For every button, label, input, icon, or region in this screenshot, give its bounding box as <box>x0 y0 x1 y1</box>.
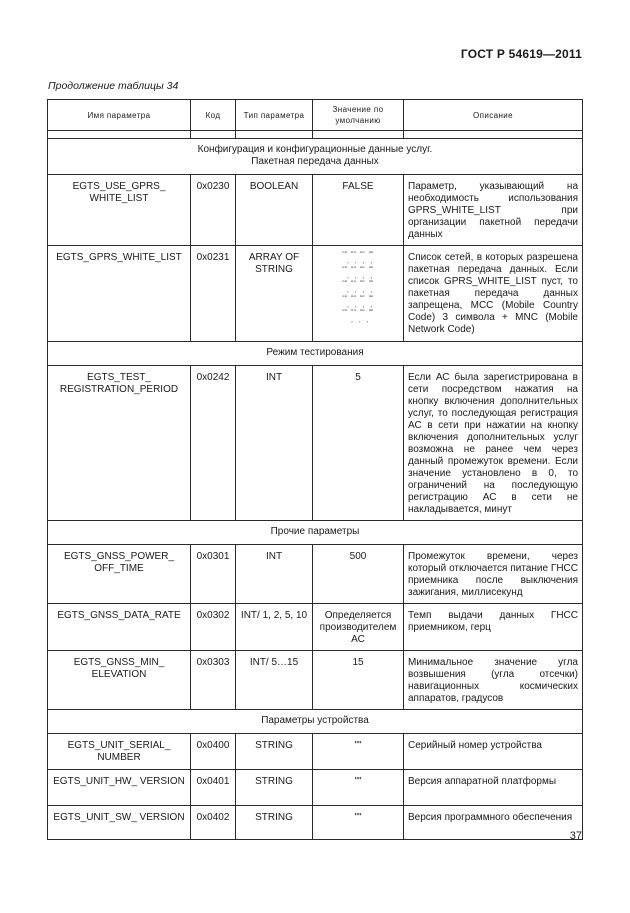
param-default: FALSE <box>313 175 404 246</box>
table-caption: Продолжение таблицы 34 <box>48 80 179 92</box>
param-type: BOOLEAN <box>236 175 313 246</box>
param-name: EGTS_GPRS_WHITE_LIST <box>48 246 191 342</box>
section-row-test <box>48 342 583 366</box>
param-description: Версия программного обеспечения <box>404 806 583 840</box>
param-default: 15 <box>313 651 404 710</box>
param-code: 0x0231 <box>191 246 236 342</box>
param-name: EGTS_GNSS_POWER_ OFF_TIME <box>48 545 191 604</box>
standard-number: ГОСТ Р 54619—2011 <box>460 47 582 61</box>
param-description: Версия аппаратной платформы <box>404 770 583 806</box>
section-row-device <box>48 710 583 734</box>
param-type: INT <box>236 545 313 604</box>
default-line: , , , , <box>343 273 373 280</box>
param-name: EGTS_GNSS_MIN_ ELEVATION <box>48 651 191 710</box>
section-title-line: Пакетная передача данных <box>251 156 379 167</box>
param-code: 0x0401 <box>191 770 236 806</box>
param-description: Промежуток времени, через который отключается питание ГНСС приемника после выключения зажигания, миллисекунд <box>404 545 583 604</box>
param-name: EGTS_USE_GPRS_ WHITE_LIST <box>48 175 191 246</box>
column-header-description: Описание <box>404 100 583 131</box>
table-header-row <box>48 100 583 131</box>
param-description: Параметр, указывающий на необходимость использования GPRS_WHITE_LIST при организации пакетной передачи данных <box>404 175 583 246</box>
section-title-line: Конфигурация и конфигурационные данные услуг. <box>197 144 433 155</box>
table-row <box>48 246 583 342</box>
param-name: EGTS_UNIT_SERIAL_ NUMBER <box>48 734 191 770</box>
table-row <box>48 366 583 521</box>
param-code: 0x0301 <box>191 545 236 604</box>
default-line: , , , , <box>343 288 373 295</box>
param-type: INT <box>236 366 313 521</box>
parameters-table <box>47 99 583 840</box>
param-code: 0x0230 <box>191 175 236 246</box>
default-line: "" "" "" "" <box>342 295 374 302</box>
param-type: STRING <box>236 734 313 770</box>
table-row <box>48 175 583 246</box>
section-row-other <box>48 521 583 545</box>
table-row <box>48 734 583 770</box>
param-name: EGTS_UNIT_HW_ VERSION <box>48 770 191 806</box>
param-default: "" <box>313 734 404 770</box>
table-row <box>48 806 583 840</box>
param-description: Минимальное значение угла возвышения (угла отсечки) навигационных космических аппаратов, градусов <box>404 651 583 710</box>
param-type: ARRAY OF STRING <box>236 246 313 342</box>
param-name: EGTS_TEST_ REGISTRATION_PERIOD <box>48 366 191 521</box>
param-code: 0x0400 <box>191 734 236 770</box>
default-line: , , , , <box>343 303 373 310</box>
section-title: Прочие параметры <box>48 521 583 545</box>
default-line: , , , <box>347 317 369 324</box>
param-default: "" <box>313 770 404 806</box>
section-row-config <box>48 139 583 175</box>
page-number: 37 <box>569 830 582 842</box>
param-code: 0x0302 <box>191 604 236 651</box>
param-description: Темп выдачи данных ГНСС приемником, герц <box>404 604 583 651</box>
param-code: 0x0303 <box>191 651 236 710</box>
param-default: "" <box>313 806 404 840</box>
param-type: INT/ 5…15 <box>236 651 313 710</box>
param-description: Серийный номер устройства <box>404 734 583 770</box>
param-description: Список сетей, в которых разрешена пакетная передача данных. Если список GPRS_WHITE_LIST пуст, то пакетная передача данных запрещена, MCC (Mobile Country Code) 3 символа + MNC (Mobile Network Code) <box>404 246 583 342</box>
section-title <box>48 139 583 175</box>
param-type: STRING <box>236 806 313 840</box>
table-row <box>48 651 583 710</box>
param-code: 0x0242 <box>191 366 236 521</box>
param-default: Определяется производителем АС <box>313 604 404 651</box>
default-line: , , , , <box>343 259 373 266</box>
param-code: 0x0402 <box>191 806 236 840</box>
table-row <box>48 770 583 806</box>
table-row <box>48 545 583 604</box>
param-type: INT/ 1, 2, 5, 10 <box>236 604 313 651</box>
table-spacer-row <box>48 131 583 139</box>
default-line: "" "" "" "" <box>342 310 374 317</box>
default-line: "" "" "" "" <box>342 266 374 273</box>
section-title: Параметры устройства <box>48 710 583 734</box>
default-line: "" "" "" "" <box>342 281 374 288</box>
table-row <box>48 604 583 651</box>
column-header-default: Значение по умолчанию <box>313 100 404 131</box>
column-header-name: Имя параметра <box>48 100 191 131</box>
param-name: EGTS_UNIT_SW_ VERSION <box>48 806 191 840</box>
param-type: STRING <box>236 770 313 806</box>
section-title: Режим тестирования <box>48 342 583 366</box>
param-name: EGTS_GNSS_DATA_RATE <box>48 604 191 651</box>
column-header-type: Тип параметра <box>236 100 313 131</box>
param-default: 500 <box>313 545 404 604</box>
param-default: 5 <box>313 366 404 521</box>
column-header-code: Код <box>191 100 236 131</box>
param-default <box>313 246 404 342</box>
param-description: Если АС была зарегистрирована в сети посредством нажатия на кнопку включения дополнительных услуг, то последующая регистрация АС в сети при нажатии на кнопку включения дополнительных услуг возможна не ранее чем через данный промежуток времени. Если значение установлено в 0, то ограничений на последующую регистрацию АС в сети не накладывается, минут <box>404 366 583 521</box>
default-line: "" "" "" "" <box>342 252 374 258</box>
